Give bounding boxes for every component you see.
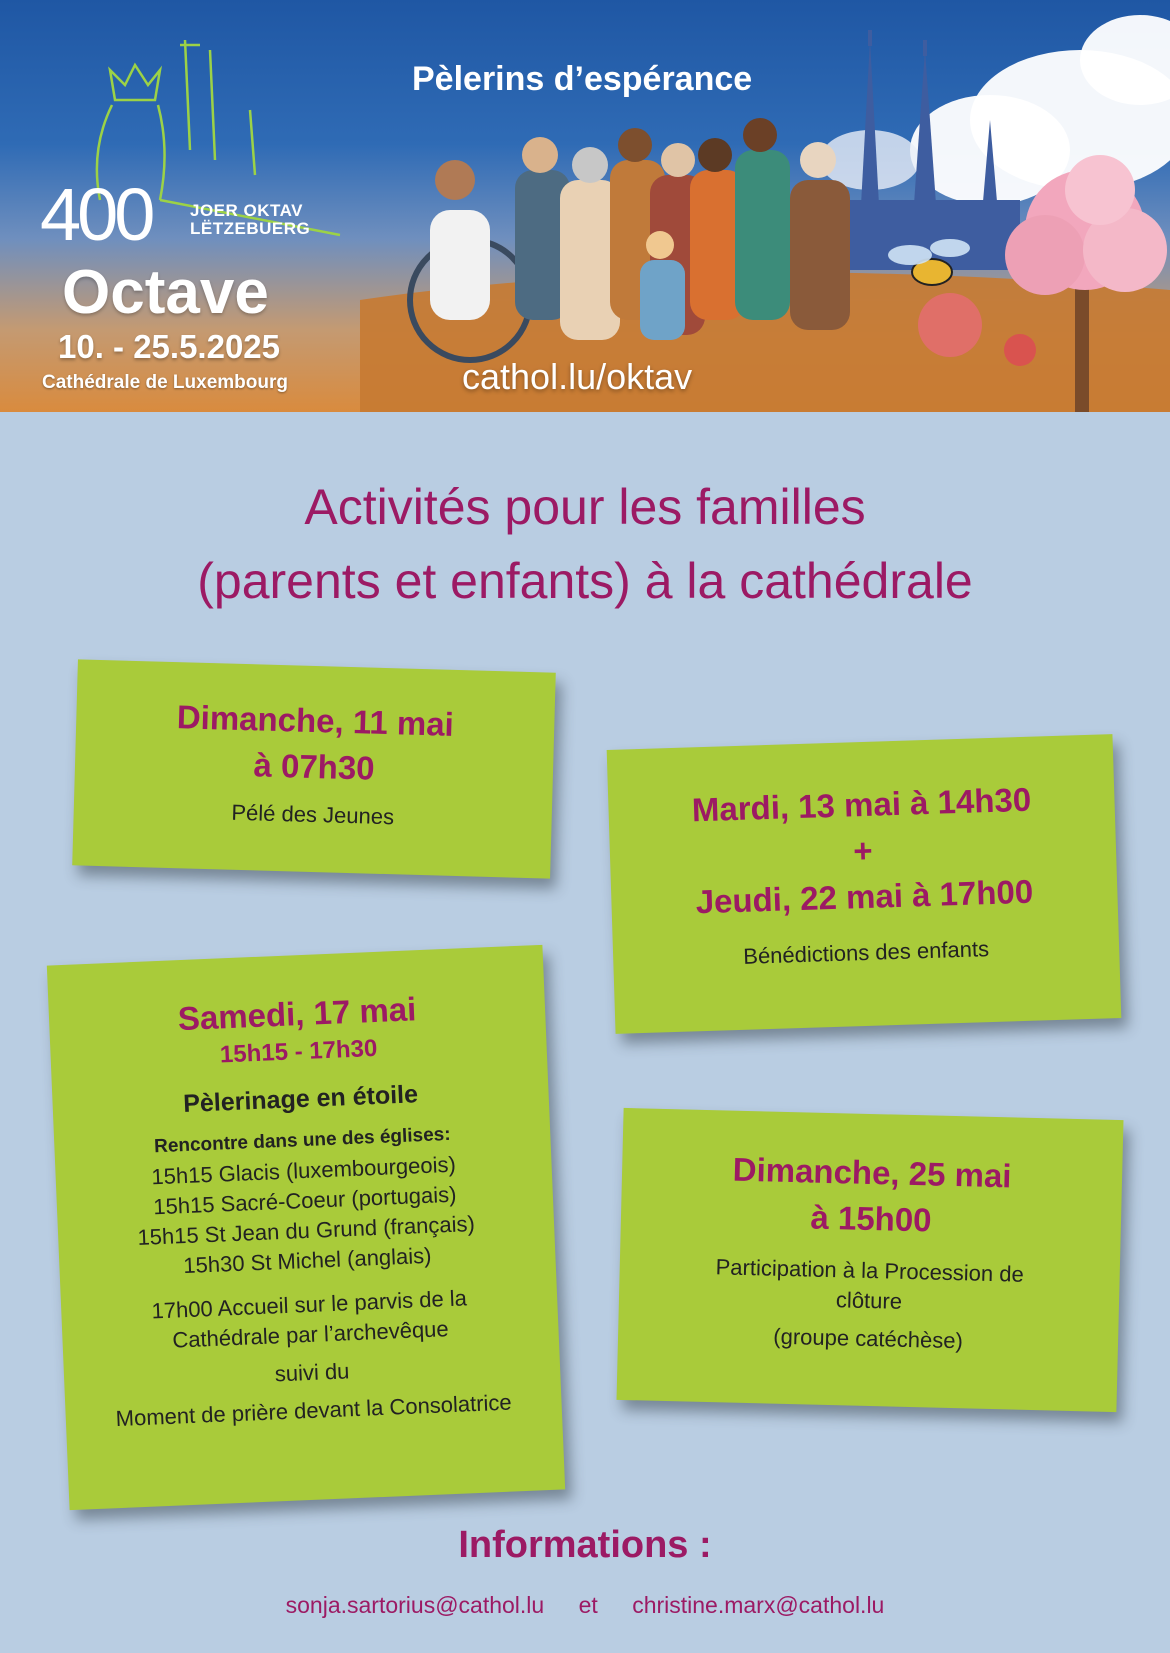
logo-text bbox=[190, 202, 310, 238]
note-date: Dimanche, 25 mai bbox=[732, 1150, 1012, 1195]
note-time: à 15h00 bbox=[810, 1198, 932, 1239]
list-item: 15h15 Glacis (luxembourgeois) bbox=[150, 1151, 457, 1190]
note-subtitle: Rencontre dans une des églises: bbox=[153, 1123, 452, 1158]
welcome-line-2: Cathédrale par l’archevêque bbox=[171, 1316, 450, 1353]
contact-line bbox=[0, 1592, 1170, 1619]
note-description-1: Participation à la Procession de bbox=[715, 1254, 1025, 1287]
note-sunday-11 bbox=[72, 659, 556, 878]
note-description-2: clôture bbox=[835, 1287, 903, 1314]
note-time: à 07h30 bbox=[253, 746, 376, 787]
note-description: Pélé des Jeunes bbox=[231, 799, 395, 830]
note-tuesday-thursday bbox=[607, 734, 1122, 1034]
contact-joiner: et bbox=[578, 1592, 598, 1618]
welcome-line-1: 17h00 Accueil sur le parvis de la bbox=[151, 1285, 468, 1324]
page-title-line-1: Activités pour les familles bbox=[304, 479, 866, 535]
note-followed: suivi du bbox=[274, 1358, 350, 1387]
banner-place: Cathédrale de Luxembourg bbox=[42, 372, 288, 393]
header-banner bbox=[0, 0, 1170, 412]
email-link-2[interactable]: christine.marx@cathol.lu bbox=[632, 1592, 885, 1618]
logo-line-1: JOER OKTAV bbox=[190, 201, 303, 220]
note-prayer: Moment de prière devant la Consolatrice bbox=[115, 1389, 513, 1432]
note-date: Samedi, 17 mai bbox=[177, 990, 417, 1038]
note-date: Dimanche, 11 mai bbox=[176, 698, 455, 743]
note-description-3: (groupe catéchèse) bbox=[773, 1323, 964, 1354]
note-saturday-17 bbox=[47, 945, 565, 1510]
logo-400-icon: 400 bbox=[40, 173, 152, 256]
note-welcome bbox=[61, 1280, 559, 1361]
note-plus: + bbox=[852, 831, 874, 870]
banner-dates: 10. - 25.5.2025 bbox=[58, 328, 281, 365]
list-item: 15h15 St Jean du Grund (français) bbox=[136, 1210, 476, 1251]
page-title bbox=[0, 470, 1170, 618]
logo-line-2: LËTZEBUERG bbox=[190, 218, 311, 238]
website-link[interactable]: cathol.lu/oktav bbox=[462, 356, 693, 397]
note-time: 15h15 - 17h30 bbox=[219, 1034, 378, 1069]
banner-tagline: Pèlerins d’espérance bbox=[412, 60, 753, 98]
note-sunday-25 bbox=[617, 1108, 1124, 1412]
note-date-2: Jeudi, 22 mai à 17h00 bbox=[695, 872, 1034, 921]
note-title: Pèlerinage en étoile bbox=[182, 1080, 419, 1119]
note-description: Bénédictions des enfants bbox=[742, 936, 990, 969]
church-list bbox=[55, 1146, 556, 1287]
list-item: 15h15 Sacré-Coeur (portugais) bbox=[152, 1181, 457, 1220]
banner-title: Octave bbox=[62, 258, 269, 327]
list-item: 15h30 St Michel (anglais) bbox=[182, 1242, 432, 1279]
page-title-line-2: (parents et enfants) à la cathédrale bbox=[197, 553, 973, 609]
info-title: Informations : bbox=[458, 1524, 712, 1566]
email-link-1[interactable]: sonja.sartorius@cathol.lu bbox=[285, 1592, 545, 1618]
note-date-1: Mardi, 13 mai à 14h30 bbox=[691, 780, 1032, 829]
